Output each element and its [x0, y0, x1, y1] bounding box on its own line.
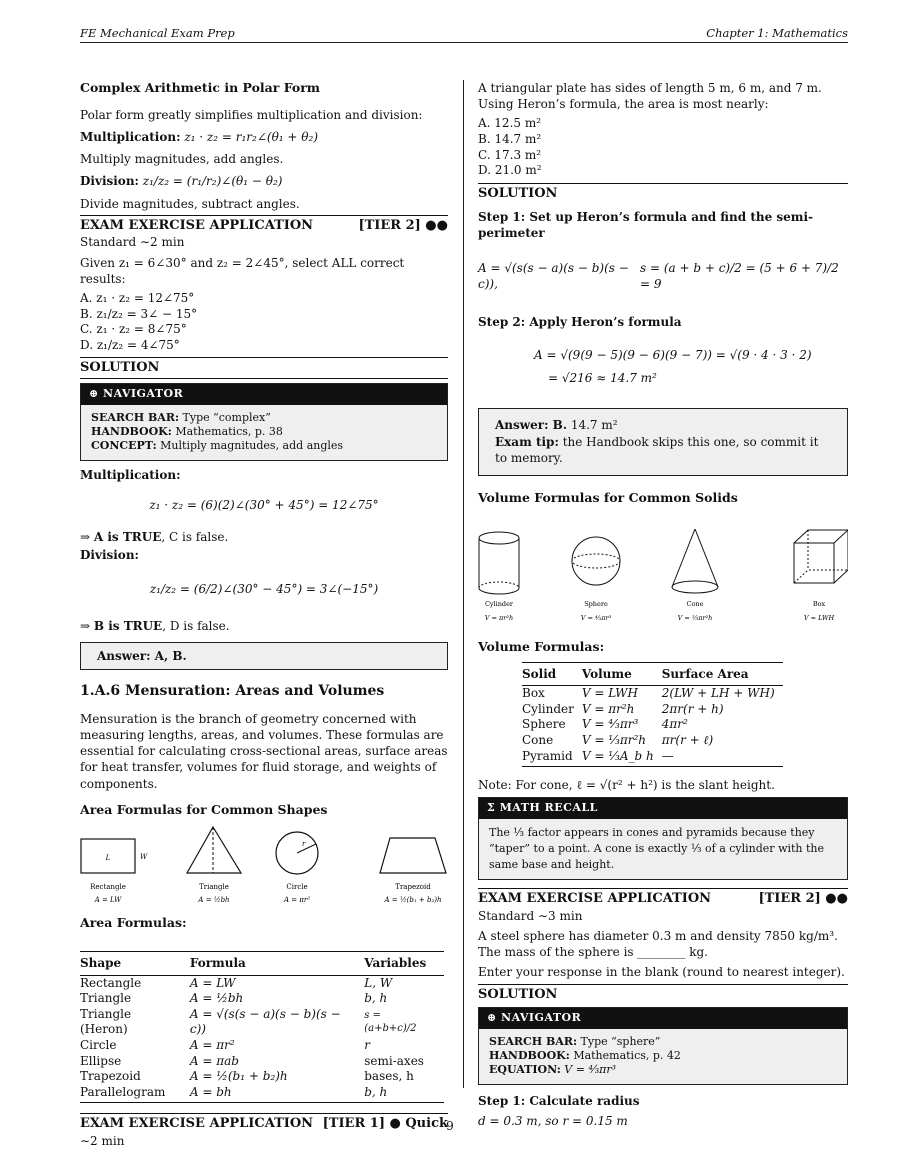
table-row: Circle A = πr² r: [80, 1038, 370, 1053]
solid-formula-sphere: V = ⁴⁄₃πr³: [580, 614, 612, 623]
left-column: [80, 80, 448, 1155]
sphere-shape: [572, 537, 620, 585]
nav-handbook: HANDBOOK: Mathematics, p. 38: [91, 424, 283, 438]
navigator-title: ⊕ NAVIGATOR: [81, 384, 447, 405]
option-b[interactable]: B. z₁/z₂ = 3∠ − 15°: [80, 306, 198, 321]
step-2: Step 2: Apply Heron’s formula: [478, 315, 682, 330]
mult-rule: Multiplication: z₁ · z₂ = r₁r₂∠(θ₁ + θ₂): [80, 130, 319, 145]
shape-name-circle: Circle: [286, 882, 308, 891]
mult-conclusion: ⇒ A is TRUE, C is false.: [80, 529, 229, 544]
option-b[interactable]: B. 14.7 m²: [478, 131, 542, 146]
table-row: Trapezoid A = ½(b₁ + b₂)h bases, h: [80, 1069, 414, 1084]
math-recall-box: [478, 797, 848, 880]
exercise-time-2: ∼2 min: [80, 1133, 125, 1148]
table-row: Pyramid V = ⅓A_b h —: [522, 748, 674, 763]
heron-equations: [478, 260, 848, 292]
option-a[interactable]: A. z₁ · z₂ = 12∠75°: [80, 290, 195, 305]
col-volume: Volume: [581, 666, 632, 681]
mensuration-intro: Mensuration is the branch of geometry concerned with measuring lengths, areas, and volumes. These formulas are essential for calculating cross-sectional areas, surface areas for heat transfer, volumes for fluid storage, and weights of components.: [80, 711, 448, 791]
exercise-time: Standard ∼2 min: [80, 235, 185, 250]
navigator-title-2: ⊕ NAVIGATOR: [479, 1008, 847, 1029]
option-a[interactable]: A. 12.5 m²: [478, 116, 542, 131]
col-formula: Formula: [189, 956, 246, 971]
col-shape: Shape: [80, 956, 122, 971]
option-c[interactable]: C. 17.3 m²: [478, 147, 542, 162]
shape-name-trapezoid: Trapezoid: [395, 882, 431, 891]
nav-search: SEARCH BAR: Type “sphere”: [489, 1034, 661, 1048]
step-radius: Step 1: Calculate radius: [478, 1093, 640, 1108]
triangle-shape: [187, 827, 241, 873]
circle-label-r: r: [302, 839, 306, 848]
column-divider: [463, 80, 464, 1088]
div-rule: Division: z₁/z₂ = (r₁/r₂)∠(θ₁ − θ₂): [80, 174, 283, 189]
radius-text: d = 0.3 m, so r = 0.15 m: [478, 1113, 628, 1128]
mult-note: Multiply magnitudes, add angles.: [80, 152, 284, 167]
navigator-box: [80, 383, 448, 461]
shape-formula-rectangle: A = LW: [94, 895, 122, 904]
recall-text: The ⅓ factor appears in cones and pyramids because they “taper” to a point. A cone is exactly ⅓ of a cylinder with the same base and height.: [489, 826, 825, 872]
trapezoid-shape: [380, 838, 446, 873]
solution-header-3: SOLUTION: [478, 984, 848, 1005]
mult-equation: z₁ · z₂ = (6)(2)∠(30° + 45°) = 12∠75°: [149, 497, 379, 512]
table-row: Sphere V = ⁴⁄₃πr³ 4πr²: [522, 717, 688, 732]
nav-concept: CONCEPT: Multiply magnitudes, add angles: [91, 439, 344, 453]
table-row: Parallelogram A = bh b, h: [80, 1084, 388, 1099]
exercise-header: EXAM EXERCISE APPLICATION [TIER 2] ●●: [80, 215, 448, 235]
solid-name-sphere: Sphere: [584, 600, 608, 609]
shape-formula-circle: A = πr²: [283, 895, 311, 904]
col-variables: Variables: [364, 956, 427, 971]
cylinder-shape: [479, 532, 519, 594]
solution-header: SOLUTION: [478, 183, 848, 204]
exercise-question: Given z₁ = 6∠30° and z₂ = 2∠45°, select ALL correct results:: [80, 255, 405, 286]
exercise-time-3: Standard ∼3 min: [478, 908, 583, 923]
shape-name-triangle: Triangle: [199, 882, 229, 891]
box-shape: [794, 530, 848, 583]
rect-label-l: L: [105, 853, 111, 862]
page-header: [80, 26, 848, 43]
exercise-options: [80, 291, 448, 353]
mult-heading: Multiplication:: [80, 467, 181, 482]
exercise-instructions: Enter your response in the blank (round to nearest integer).: [478, 965, 845, 980]
shape-formula-triangle: A = ½bh: [198, 895, 230, 904]
volume-formula-table: [522, 662, 783, 767]
option-c[interactable]: C. z₁ · z₂ = 8∠75°: [80, 322, 187, 337]
volume-figure-title: Volume Formulas for Common Solids: [478, 490, 738, 506]
table-row: Ellipse A = πab semi-axes: [80, 1053, 424, 1068]
triangle-question: A triangular plate has sides of length 5 m, 6 m, and 7 m. Using Heron’s formula, the area is most nearly:: [478, 81, 822, 112]
table-row: Cone V = ⅓πr²h πr(r + ℓ): [522, 732, 714, 747]
volume-table-title: Volume Formulas:: [478, 639, 605, 655]
solid-formula-box: V = LWH: [803, 614, 835, 623]
area-table-title: Area Formulas:: [80, 914, 187, 930]
polar-title: Complex Arithmetic in Polar Form: [80, 80, 321, 95]
rect-label-w: W: [140, 852, 148, 861]
exercise-question-3: A steel sphere has diameter 0.3 m and density 7850 kg/m³. The mass of the sphere is ________ kg.: [478, 928, 838, 959]
page-number: 9: [446, 1119, 454, 1133]
solid-formula-cylinder: V = πr²h: [484, 614, 514, 623]
option-d[interactable]: D. z₁/z₂ = 4∠75°: [80, 337, 180, 352]
area-shapes-figure: [80, 825, 448, 907]
answer-tip-box: Answer: B. 14.7 m² Exam tip: the Handbook skips this one, so commit it to memory.: [478, 408, 848, 476]
option-d[interactable]: D. 21.0 m²: [478, 163, 542, 178]
div-note: Divide magnitudes, subtract angles.: [80, 196, 300, 211]
right-column: [478, 80, 848, 1135]
triangle-options: [478, 116, 848, 178]
nav-equation: EQUATION: V = ⁴⁄₃πr³: [489, 1063, 617, 1077]
table-row: Rectangle A = LW L, W: [80, 975, 393, 990]
header-right: Chapter 1: Mathematics: [706, 26, 848, 40]
area-formula-table: [80, 951, 444, 1103]
nav-handbook: HANDBOOK: Mathematics, p. 42: [489, 1048, 681, 1062]
div-heading: Division:: [80, 548, 139, 563]
solid-formula-cone: V = ⅓πr²h: [677, 614, 713, 623]
recall-title: Σ MATH RECALL: [479, 798, 847, 819]
col-solid: Solid: [522, 666, 557, 681]
heron-formula: A = √(s(s − a)(s − b)(s − c)),: [478, 260, 629, 291]
solution-header: SOLUTION: [80, 357, 448, 379]
table-row: Box V = LWH 2(LW + LH + WH): [522, 686, 775, 701]
section-title: 1.A.6 Mensuration: Areas and Volumes: [80, 682, 385, 699]
header-left: FE Mechanical Exam Prep: [80, 26, 235, 40]
navigator-box-2: [478, 1007, 848, 1085]
shape-formula-trapezoid: A = ½(b₁ + b₂)h: [384, 895, 442, 904]
table-row: Cylinder V = πr²h 2πr(r + h): [522, 701, 724, 716]
exercise-header-2: EXAM EXERCISE APPLICATION [TIER 1] ● Quick: [80, 1113, 448, 1133]
solid-name-box: Box: [812, 600, 826, 609]
shape-name-rectangle: Rectangle: [90, 882, 126, 891]
semi-perimeter: s = (a + b + c)/2 = (5 + 6 + 7)/2 = 9: [639, 260, 839, 291]
cone-shape: [672, 529, 718, 593]
step-1: Step 1: Set up Heron’s formula and find the semi-perimeter: [478, 210, 814, 241]
apply-equation: A = √(9(9 − 5)(9 − 6)(9 − 7)) = √(9 · 4 · 3 · 2) = √216 ≈ 14.7 m²: [534, 348, 812, 386]
cone-note: Note: For cone, ℓ = √(r² + h²) is the slant height.: [478, 778, 775, 793]
div-equation: z₁/z₂ = (6/2)∠(30° − 45°) = 3∠(−15°): [149, 582, 379, 597]
solid-name-cone: Cone: [686, 600, 704, 609]
nav-search: SEARCH BAR: Type “complex”: [91, 410, 271, 424]
answer-box: Answer: A, B.: [80, 642, 448, 670]
polar-intro: Polar form greatly simplifies multiplication and division:: [80, 107, 423, 122]
exercise-header-3: EXAM EXERCISE APPLICATION [TIER 2] ●●: [478, 888, 848, 908]
table-row: Triangle (Heron) A = √(s(s − a)(s − b)(s − c)) s = (a+b+c)/2: [80, 1006, 417, 1037]
table-row: Triangle A = ½bh b, h: [80, 991, 388, 1006]
div-conclusion: ⇒ B is TRUE, D is false.: [80, 618, 230, 633]
solid-name-cylinder: Cylinder: [484, 600, 514, 609]
area-figure-title: Area Formulas for Common Shapes: [80, 801, 328, 817]
volume-solids-figure: [478, 529, 848, 629]
col-surface: Surface Area: [661, 666, 749, 681]
